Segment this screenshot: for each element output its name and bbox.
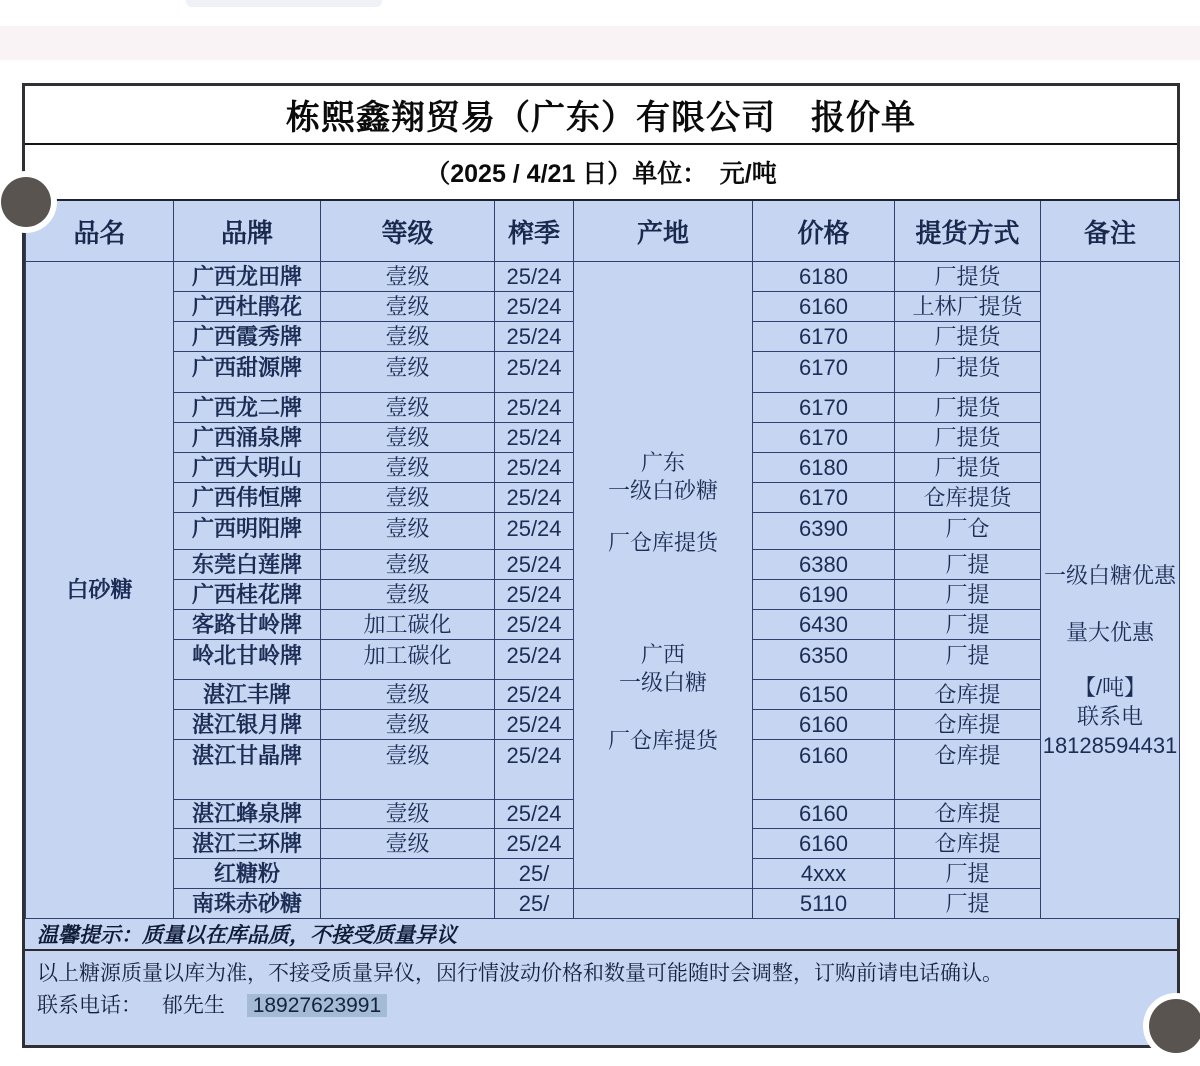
cell-brand: 南珠赤砂糖	[174, 889, 321, 919]
cell-season: 25/24	[495, 640, 574, 680]
cell-grade: 壹级	[321, 262, 495, 292]
cell-grade: 壹级	[321, 393, 495, 423]
cell-price: 6390	[753, 513, 895, 550]
top-notch-artifact	[186, 0, 382, 7]
cell-pickup: 厂提货	[895, 322, 1041, 352]
cell-price: 4xxx	[753, 859, 895, 889]
cell-pickup: 厂仓	[895, 513, 1041, 550]
cell-grade: 壹级	[321, 292, 495, 322]
cell-price: 6160	[753, 829, 895, 859]
origin-line: 厂仓库提货	[607, 728, 718, 753]
cell-brand: 广西明阳牌	[174, 513, 321, 550]
cell-price: 6190	[753, 580, 895, 610]
cell-brand: 广西伟恒牌	[174, 483, 321, 513]
corner-dot-left	[1, 177, 51, 227]
col-header-pickup: 提货方式	[895, 200, 1041, 262]
origin-line: 一级白糖	[618, 670, 707, 695]
remark-line: 一级白糖优惠	[1043, 562, 1176, 588]
cell-brand: 湛江银月牌	[174, 710, 321, 740]
cell-pickup: 仓库提	[895, 829, 1041, 859]
origin-line: 厂仓库提货	[607, 530, 718, 555]
cell-brand: 广西龙田牌	[174, 262, 321, 292]
cell-season: 25/24	[495, 513, 574, 550]
cell-grade: 壹级	[321, 352, 495, 393]
cell-price: 6170	[753, 352, 895, 393]
cell-season: 25/24	[495, 322, 574, 352]
cell-brand: 岭北甘岭牌	[174, 640, 321, 680]
contact-phone-highlighted: 18927623991	[247, 994, 387, 1017]
cell-pickup: 厂提货	[895, 262, 1041, 292]
origin-cell	[574, 262, 753, 889]
col-header-brand: 品牌	[174, 200, 321, 262]
cell-brand: 广西霞秀牌	[174, 322, 321, 352]
cell-season: 25/24	[495, 262, 574, 292]
cell-grade: 壹级	[321, 740, 495, 800]
cell-grade: 壹级	[321, 710, 495, 740]
cell-pickup: 仓库提	[895, 710, 1041, 740]
cell-grade	[321, 889, 495, 919]
contact-line	[37, 991, 1177, 1021]
cell-brand: 广西龙二牌	[174, 393, 321, 423]
page-title: 栋熙鑫翔贸易（广东）有限公司 报价单	[25, 86, 1177, 145]
cell-season: 25/24	[495, 352, 574, 393]
col-header-price: 价格	[753, 200, 895, 262]
cell-pickup: 厂提货	[895, 352, 1041, 393]
origin-line: 一级白砂糖	[607, 478, 718, 503]
cell-pickup: 仓库提	[895, 800, 1041, 829]
cell-pickup: 厂提	[895, 640, 1041, 680]
cell-brand: 红糖粉	[174, 859, 321, 889]
cell-price: 5110	[753, 889, 895, 919]
cell-season: 25/24	[495, 800, 574, 829]
cell-pickup: 仓库提货	[895, 483, 1041, 513]
cell-price: 6350	[753, 640, 895, 680]
origin-cell-last	[574, 889, 753, 919]
cell-season: 25/	[495, 889, 574, 919]
cell-grade: 加工碳化	[321, 610, 495, 640]
disclaimer-line: 以上糖源质量以库为准，不接受质量异仪，因行情波动价格和数量可能随时会调整，订购前请电话确认。	[37, 962, 1003, 985]
cell-brand: 湛江丰牌	[174, 680, 321, 710]
cell-price: 6160	[753, 800, 895, 829]
cell-price: 6170	[753, 423, 895, 453]
cell-grade: 壹级	[321, 483, 495, 513]
cell-season: 25/24	[495, 453, 574, 483]
cell-season: 25/24	[495, 829, 574, 859]
footer-notes	[25, 951, 1177, 1045]
product-name-cell: 白砂糖	[26, 262, 174, 919]
cell-season: 25/24	[495, 680, 574, 710]
cell-season: 25/24	[495, 740, 574, 800]
cell-brand: 广西涌泉牌	[174, 423, 321, 453]
remark-phone: 18128594431	[1042, 732, 1178, 758]
cell-pickup: 厂提货	[895, 453, 1041, 483]
col-header-product: 品名	[26, 200, 174, 262]
col-header-origin: 产地	[574, 200, 753, 262]
contact-name: 郁先生	[161, 994, 225, 1017]
cell-price: 6150	[753, 680, 895, 710]
cell-grade: 壹级	[321, 550, 495, 580]
cell-price: 6160	[753, 710, 895, 740]
cell-brand: 湛江甘晶牌	[174, 740, 321, 800]
cell-pickup: 上林厂提货	[895, 292, 1041, 322]
cell-pickup: 厂提货	[895, 423, 1041, 453]
cell-season: 25/	[495, 859, 574, 889]
cell-price: 6180	[753, 453, 895, 483]
remark-line: 量大优惠	[1065, 619, 1154, 645]
col-header-grade: 等级	[321, 200, 495, 262]
cell-grade: 壹级	[321, 322, 495, 352]
cell-brand: 广西甜源牌	[174, 352, 321, 393]
cell-pickup: 仓库提	[895, 740, 1041, 800]
cell-brand: 东莞白莲牌	[174, 550, 321, 580]
cell-grade	[321, 859, 495, 889]
cell-season: 25/24	[495, 483, 574, 513]
cell-season: 25/24	[495, 393, 574, 423]
table-row	[26, 889, 1180, 919]
cell-pickup: 厂提	[895, 859, 1041, 889]
date-unit-line: （2025 / 4/21 日）单位： 元/吨	[425, 160, 777, 188]
warning-note: 温馨提示：质量以在库品质，不接受质量异议	[25, 919, 1177, 951]
cell-pickup: 厂提	[895, 550, 1041, 580]
cell-brand: 湛江三环牌	[174, 829, 321, 859]
cell-brand: 广西杜鹃花	[174, 292, 321, 322]
cell-grade: 壹级	[321, 580, 495, 610]
price-table-body	[26, 262, 1180, 919]
cell-season: 25/24	[495, 580, 574, 610]
cell-price: 6380	[753, 550, 895, 580]
cell-brand: 广西大明山	[174, 453, 321, 483]
cell-price: 6160	[753, 292, 895, 322]
cell-price: 6170	[753, 322, 895, 352]
cell-pickup: 厂提货	[895, 393, 1041, 423]
cell-season: 25/24	[495, 550, 574, 580]
cell-season: 25/24	[495, 423, 574, 453]
cell-pickup: 厂提	[895, 580, 1041, 610]
table-header	[26, 200, 1180, 262]
cell-grade: 壹级	[321, 680, 495, 710]
table-row	[26, 262, 1180, 292]
cell-price: 6160	[753, 740, 895, 800]
remark-cell	[1041, 262, 1180, 919]
cell-season: 25/24	[495, 610, 574, 640]
cell-price: 6170	[753, 393, 895, 423]
header-row	[26, 200, 1180, 262]
cell-grade: 壹级	[321, 800, 495, 829]
corner-dot-bottom-right	[1149, 999, 1200, 1053]
cell-pickup: 厂提	[895, 610, 1041, 640]
remark-line: 【/吨】	[1073, 674, 1147, 700]
col-header-remark: 备注	[1041, 200, 1180, 262]
cell-price: 6430	[753, 610, 895, 640]
quotation-sheet	[22, 83, 1180, 1048]
cell-grade: 壹级	[321, 829, 495, 859]
contact-label: 联系电话：	[37, 994, 142, 1017]
cell-grade: 壹级	[321, 423, 495, 453]
remark-line: 联系电	[1076, 703, 1143, 729]
price-table	[25, 199, 1180, 919]
origin-line: 广西	[640, 642, 685, 667]
cell-brand: 客路甘岭牌	[174, 610, 321, 640]
cell-brand: 广西桂花牌	[174, 580, 321, 610]
top-banner-artifact	[0, 26, 1200, 60]
cell-season: 25/24	[495, 710, 574, 740]
cell-pickup: 仓库提	[895, 680, 1041, 710]
cell-grade: 壹级	[321, 453, 495, 483]
cell-pickup: 厂提	[895, 889, 1041, 919]
cell-grade: 壹级	[321, 513, 495, 550]
cell-price: 6170	[753, 483, 895, 513]
cell-brand: 湛江蜂泉牌	[174, 800, 321, 829]
origin-line: 广东	[640, 450, 685, 475]
cell-price: 6180	[753, 262, 895, 292]
col-header-season: 榨季	[495, 200, 574, 262]
cell-grade: 加工碳化	[321, 640, 495, 680]
cell-season: 25/24	[495, 292, 574, 322]
